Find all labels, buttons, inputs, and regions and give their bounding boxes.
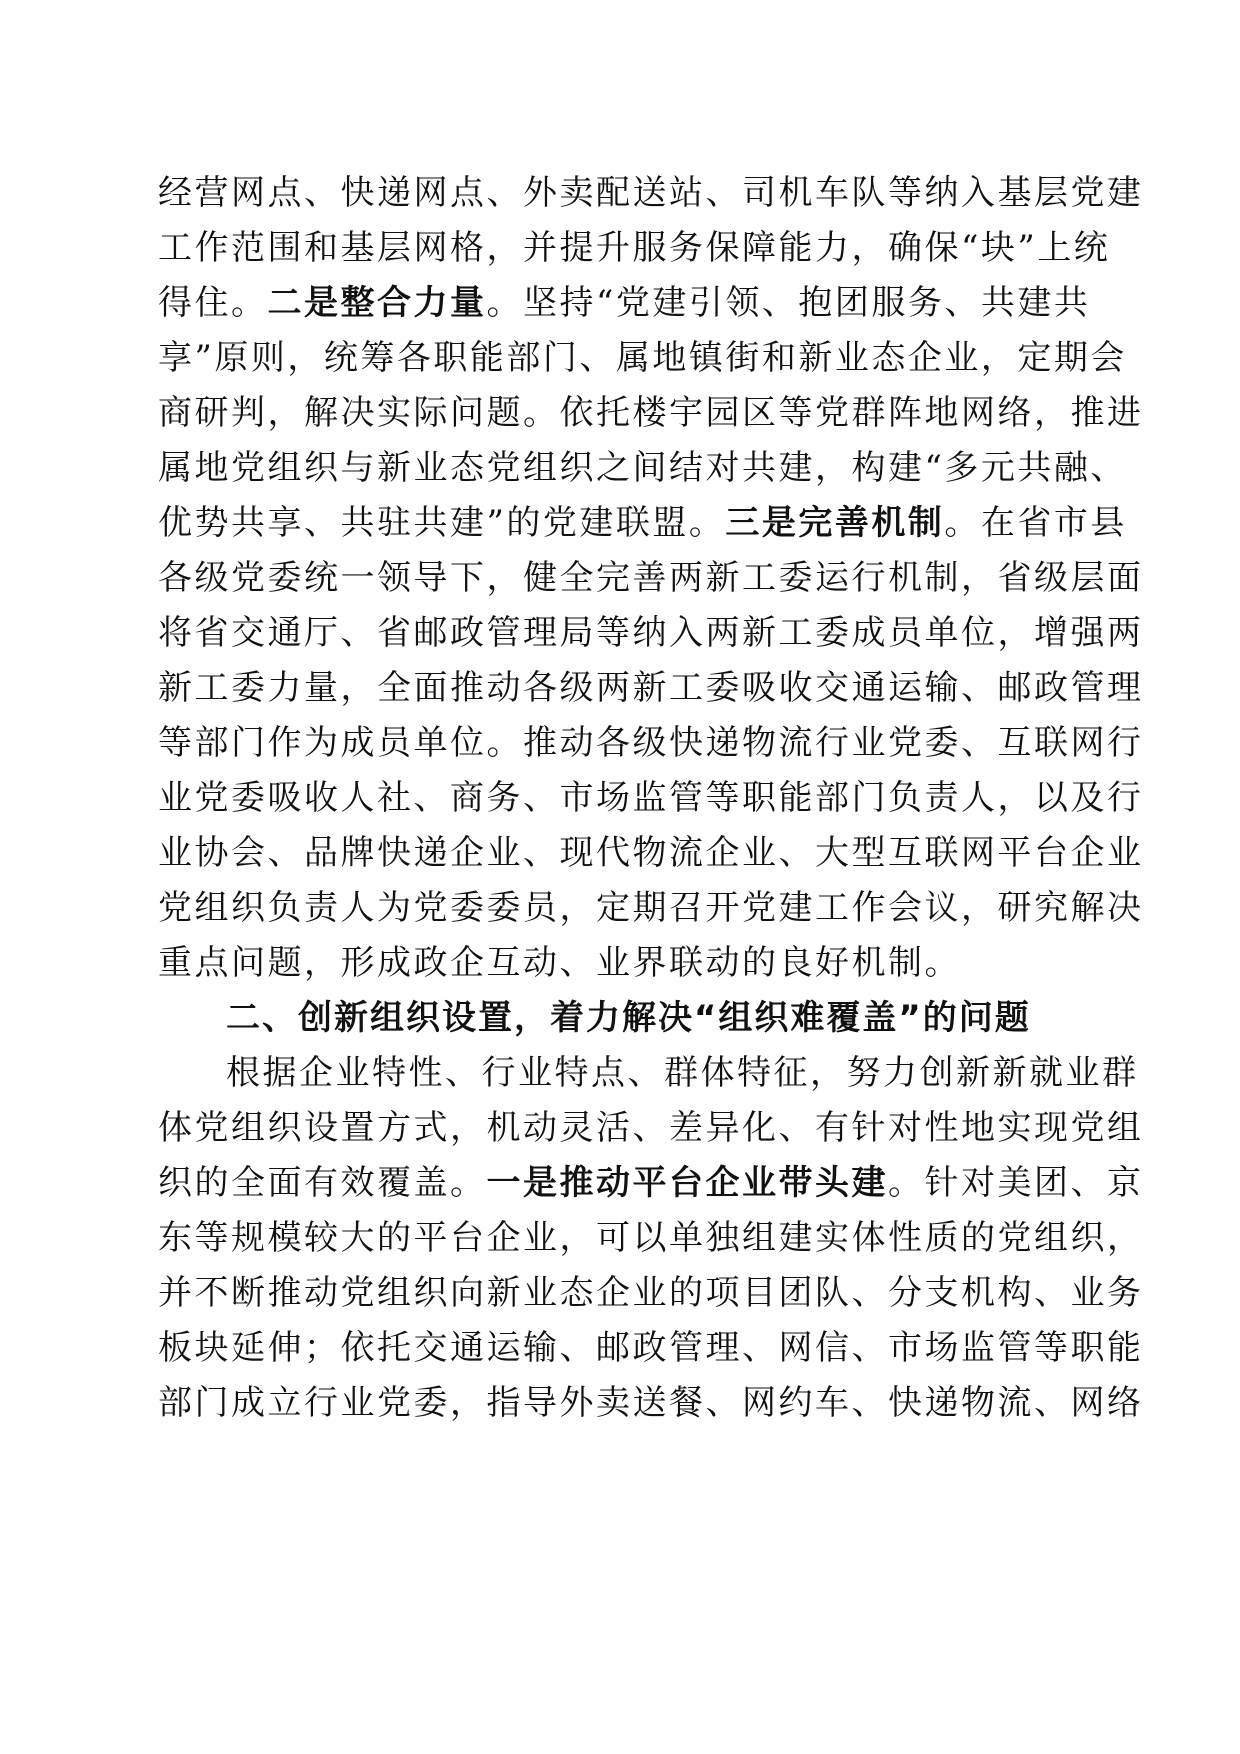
section-heading (158, 991, 1082, 1046)
bold-phrase: 一是推动平台企业带头建 (486, 1163, 888, 1203)
text-line (158, 166, 1144, 221)
text-segment: 重点问题，形成政企互动、业界联动的良好机制。 (158, 943, 961, 983)
text-segment: 织的全面有效覆盖。 (158, 1163, 487, 1203)
text-segment: 优势共享、共驻共建”的党建联盟。 (158, 503, 726, 543)
text-line (158, 441, 1127, 496)
text-line (158, 826, 1144, 881)
text-segment: 二、创新组织设置，着力解决“组织难覆盖”的问题 (226, 998, 1031, 1038)
text-line (158, 1046, 1139, 1101)
text-segment: 享”原则，统筹各职能部门、属地镇街和新业态企业，定期会 (158, 338, 1127, 378)
text-segment: 工作范围和基层网格，并提升服务保障能力，确保“块”上统 (158, 228, 1111, 268)
text-segment: 经营网点、快递网点、外卖配送站、司机车队等纳入基层党建 (158, 173, 1144, 213)
text-segment: 。针对美团、京 (888, 1163, 1144, 1203)
text-line (158, 1156, 1144, 1211)
text-line (158, 386, 1144, 441)
text-segment: 东等规模较大的平台企业，可以单独组建实体性质的党组织， (158, 1218, 1144, 1258)
text-segment: 党组织负责人为党委委员，定期召开党建工作会议，研究解决 (158, 888, 1144, 928)
text-segment: 体党组织设置方式，机动灵活、差异化、有针对性地实现党组 (158, 1108, 1144, 1148)
text-line (158, 551, 1144, 606)
text-segment: 。坚持“党建引领、抱团服务、共建共 (486, 283, 1091, 323)
text-line (158, 1321, 1144, 1376)
text-segment: 并不断推动党组织向新业态企业的项目团队、分支机构、业务 (158, 1273, 1144, 1313)
text-line (158, 716, 1144, 771)
text-line (158, 1266, 1144, 1321)
bold-phrase: 三是完善机制 (725, 503, 945, 543)
text-line (158, 606, 1144, 661)
text-segment: 新工委力量，全面推动各级两新工委吸收交通运输、邮政管理 (158, 668, 1144, 708)
text-segment: 将省交通厅、省邮政管理局等纳入两新工委成员单位，增强两 (158, 613, 1144, 653)
text-segment: 得住。 (158, 283, 268, 323)
document-page (158, 166, 1144, 1431)
bold-phrase: 二是整合力量 (267, 283, 487, 323)
text-segment: 等部门作为成员单位。推动各级快递物流行业党委、互联网行 (158, 723, 1144, 763)
text-segment: 各级党委统一领导下，健全完善两新工委运行机制，省级层面 (158, 558, 1144, 598)
text-line (158, 1376, 1144, 1431)
text-segment: 部门成立行业党委，指导外卖送餐、网约车、快递物流、网络 (158, 1383, 1144, 1423)
text-line (158, 1101, 1144, 1156)
text-segment: 业党委吸收人社、商务、市场监管等职能部门负责人，以及行 (158, 778, 1144, 818)
text-line (158, 331, 1127, 386)
text-line (158, 881, 1144, 936)
text-line (158, 936, 1082, 991)
text-segment: 根据企业特性、行业特点、群体特征，努力创新新就业群 (226, 1053, 1139, 1093)
text-segment: 业协会、品牌快递企业、现代物流企业、大型互联网平台企业 (158, 833, 1144, 873)
text-line (158, 661, 1144, 716)
text-line (158, 496, 1127, 551)
text-segment: 商研判，解决实际问题。依托楼宇园区等党群阵地网络，推进 (158, 393, 1144, 433)
text-line (158, 221, 1111, 276)
text-segment: 。在省市县 (944, 503, 1127, 543)
text-line (158, 276, 1091, 331)
text-line (158, 771, 1144, 826)
text-line (158, 1211, 1144, 1266)
text-segment: 属地党组织与新业态党组织之间结对共建，构建“多元共融、 (158, 448, 1127, 488)
text-segment: 板块延伸；依托交通运输、邮政管理、网信、市场监管等职能 (158, 1328, 1144, 1368)
